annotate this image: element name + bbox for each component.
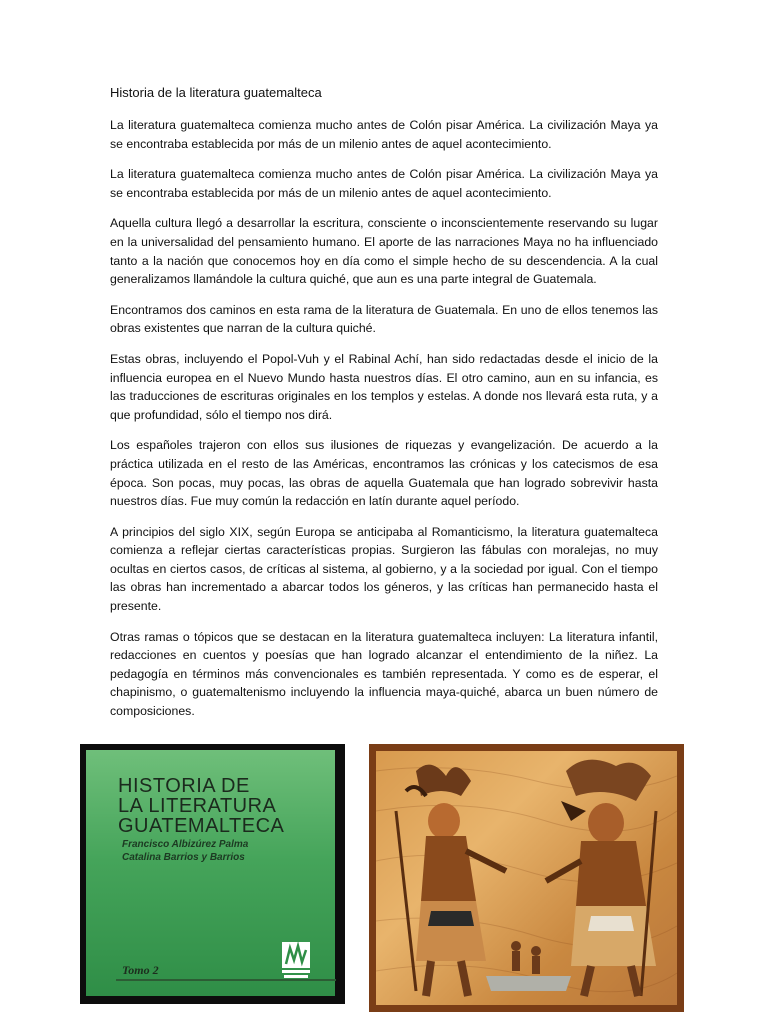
- book-title-line: LA LITERATURA: [118, 795, 277, 817]
- paragraph: Estas obras, incluyendo el Popol-Vuh y el Rabinal Achí, han sido redactadas desde el inicio de la influencia europea en el Nuevo Mundo hasta nuestros días. El otro camino, aun en su infancia, es las traducciones de escrituras originales en los templos y estelas. A donde nos llevará esta ruta, y a que profundidad, sólo el tiempo nos dirá.: [110, 351, 658, 422]
- paragraph: Aquella cultura llegó a desarrollar la escritura, consciente o inconscientemente reservando su lugar en la universalidad del pensamiento humano. El aporte de las narraciones Maya no ha influenciado tanto a la nación que conocemos hoy en día como el simple hecho de su descendencia. A la cual generalizamos llamándole la cultura quiché, que aun es una parte integral de Guatemala.: [110, 216, 658, 287]
- right-eagle-warrior-figure: [546, 760, 656, 996]
- book-title-line: HISTORIA DE: [118, 775, 250, 797]
- book-title: [118, 776, 333, 836]
- book-cover-image: [80, 744, 345, 1004]
- paragraph: La literatura guatemalteca comienza mucho antes de Colón pisar América. La civilización Maya ya se encontraba establecida por más de un milenio antes de aquel acontecimiento.: [110, 167, 658, 200]
- book-volume: Tomo 2: [122, 963, 159, 977]
- marquetry-panel: [376, 751, 677, 1005]
- paragraph: Otras ramas o tópicos que se destacan en la literatura guatemalteca incluyen: La literatura infantil, redacciones en cuentos y poesías que han logrado alcanzar el entendimiento de la niñez. La pedagogía en términos más convencionales es también representada. Y como es de esperar, el chapinismo, o guatemaltenismo incluyendo la influencia maya-quiché, abarca un buen número de composiciones.: [110, 629, 658, 719]
- document-title: Historia de la literatura guatemalteca: [110, 85, 322, 100]
- paragraph: La literatura guatemalteca comienza mucho antes de Colón pisar América. La civilización Maya ya se encontraba establecida por más de un milenio antes de aquel acontecimiento.: [110, 118, 658, 151]
- book-authors: [122, 838, 332, 864]
- paragraph: Los españoles trajeron con ellos sus ilusiones de riquezas y evangelización. De acuerdo a la práctica utilizada en el resto de las Américas, encontramos las crónicas y los catecismos de esa época. Son pocas, muy pocas, las obras de aquella Guatemala que han logrado sobrevivir hasta nuestros días. Fue muy común la redacción en latín durante aquel período.: [110, 438, 658, 509]
- book-title-line: GUATEMALTECA: [118, 815, 285, 837]
- document-body: [110, 84, 658, 733]
- book-author: Francisco Albizúrez Palma: [122, 839, 249, 850]
- book-cover-face: [86, 750, 335, 996]
- paragraph: A principios del siglo XIX, según Europa se anticipaba al Romanticismo, la literatura guatemalteca comienza a reflejar ciertas características propias. Surgieron las fábulas con moralejas, no muy ocultas en ciertos casos, de críticas al sistema, al gobierno, y a la sociedad por igual. Con el tiempo las obras han incrementado a abarcar todos los géneros, y las críticas han permanecido hasta el presente.: [110, 524, 658, 614]
- paragraph: Encontramos dos caminos en esta rama de la literatura de Guatemala. En uno de ellos tenemos las obras existentes que narran de la cultura quiché.: [110, 302, 658, 336]
- publisher-logo-icon: [280, 940, 312, 980]
- left-warrior-figure: [396, 765, 506, 996]
- mayan-marquetry-image: [369, 744, 684, 1012]
- mayan-figures-illustration: [376, 751, 677, 1005]
- central-small-figures: [486, 941, 571, 991]
- book-author: Catalina Barrios y Barrios: [122, 852, 245, 863]
